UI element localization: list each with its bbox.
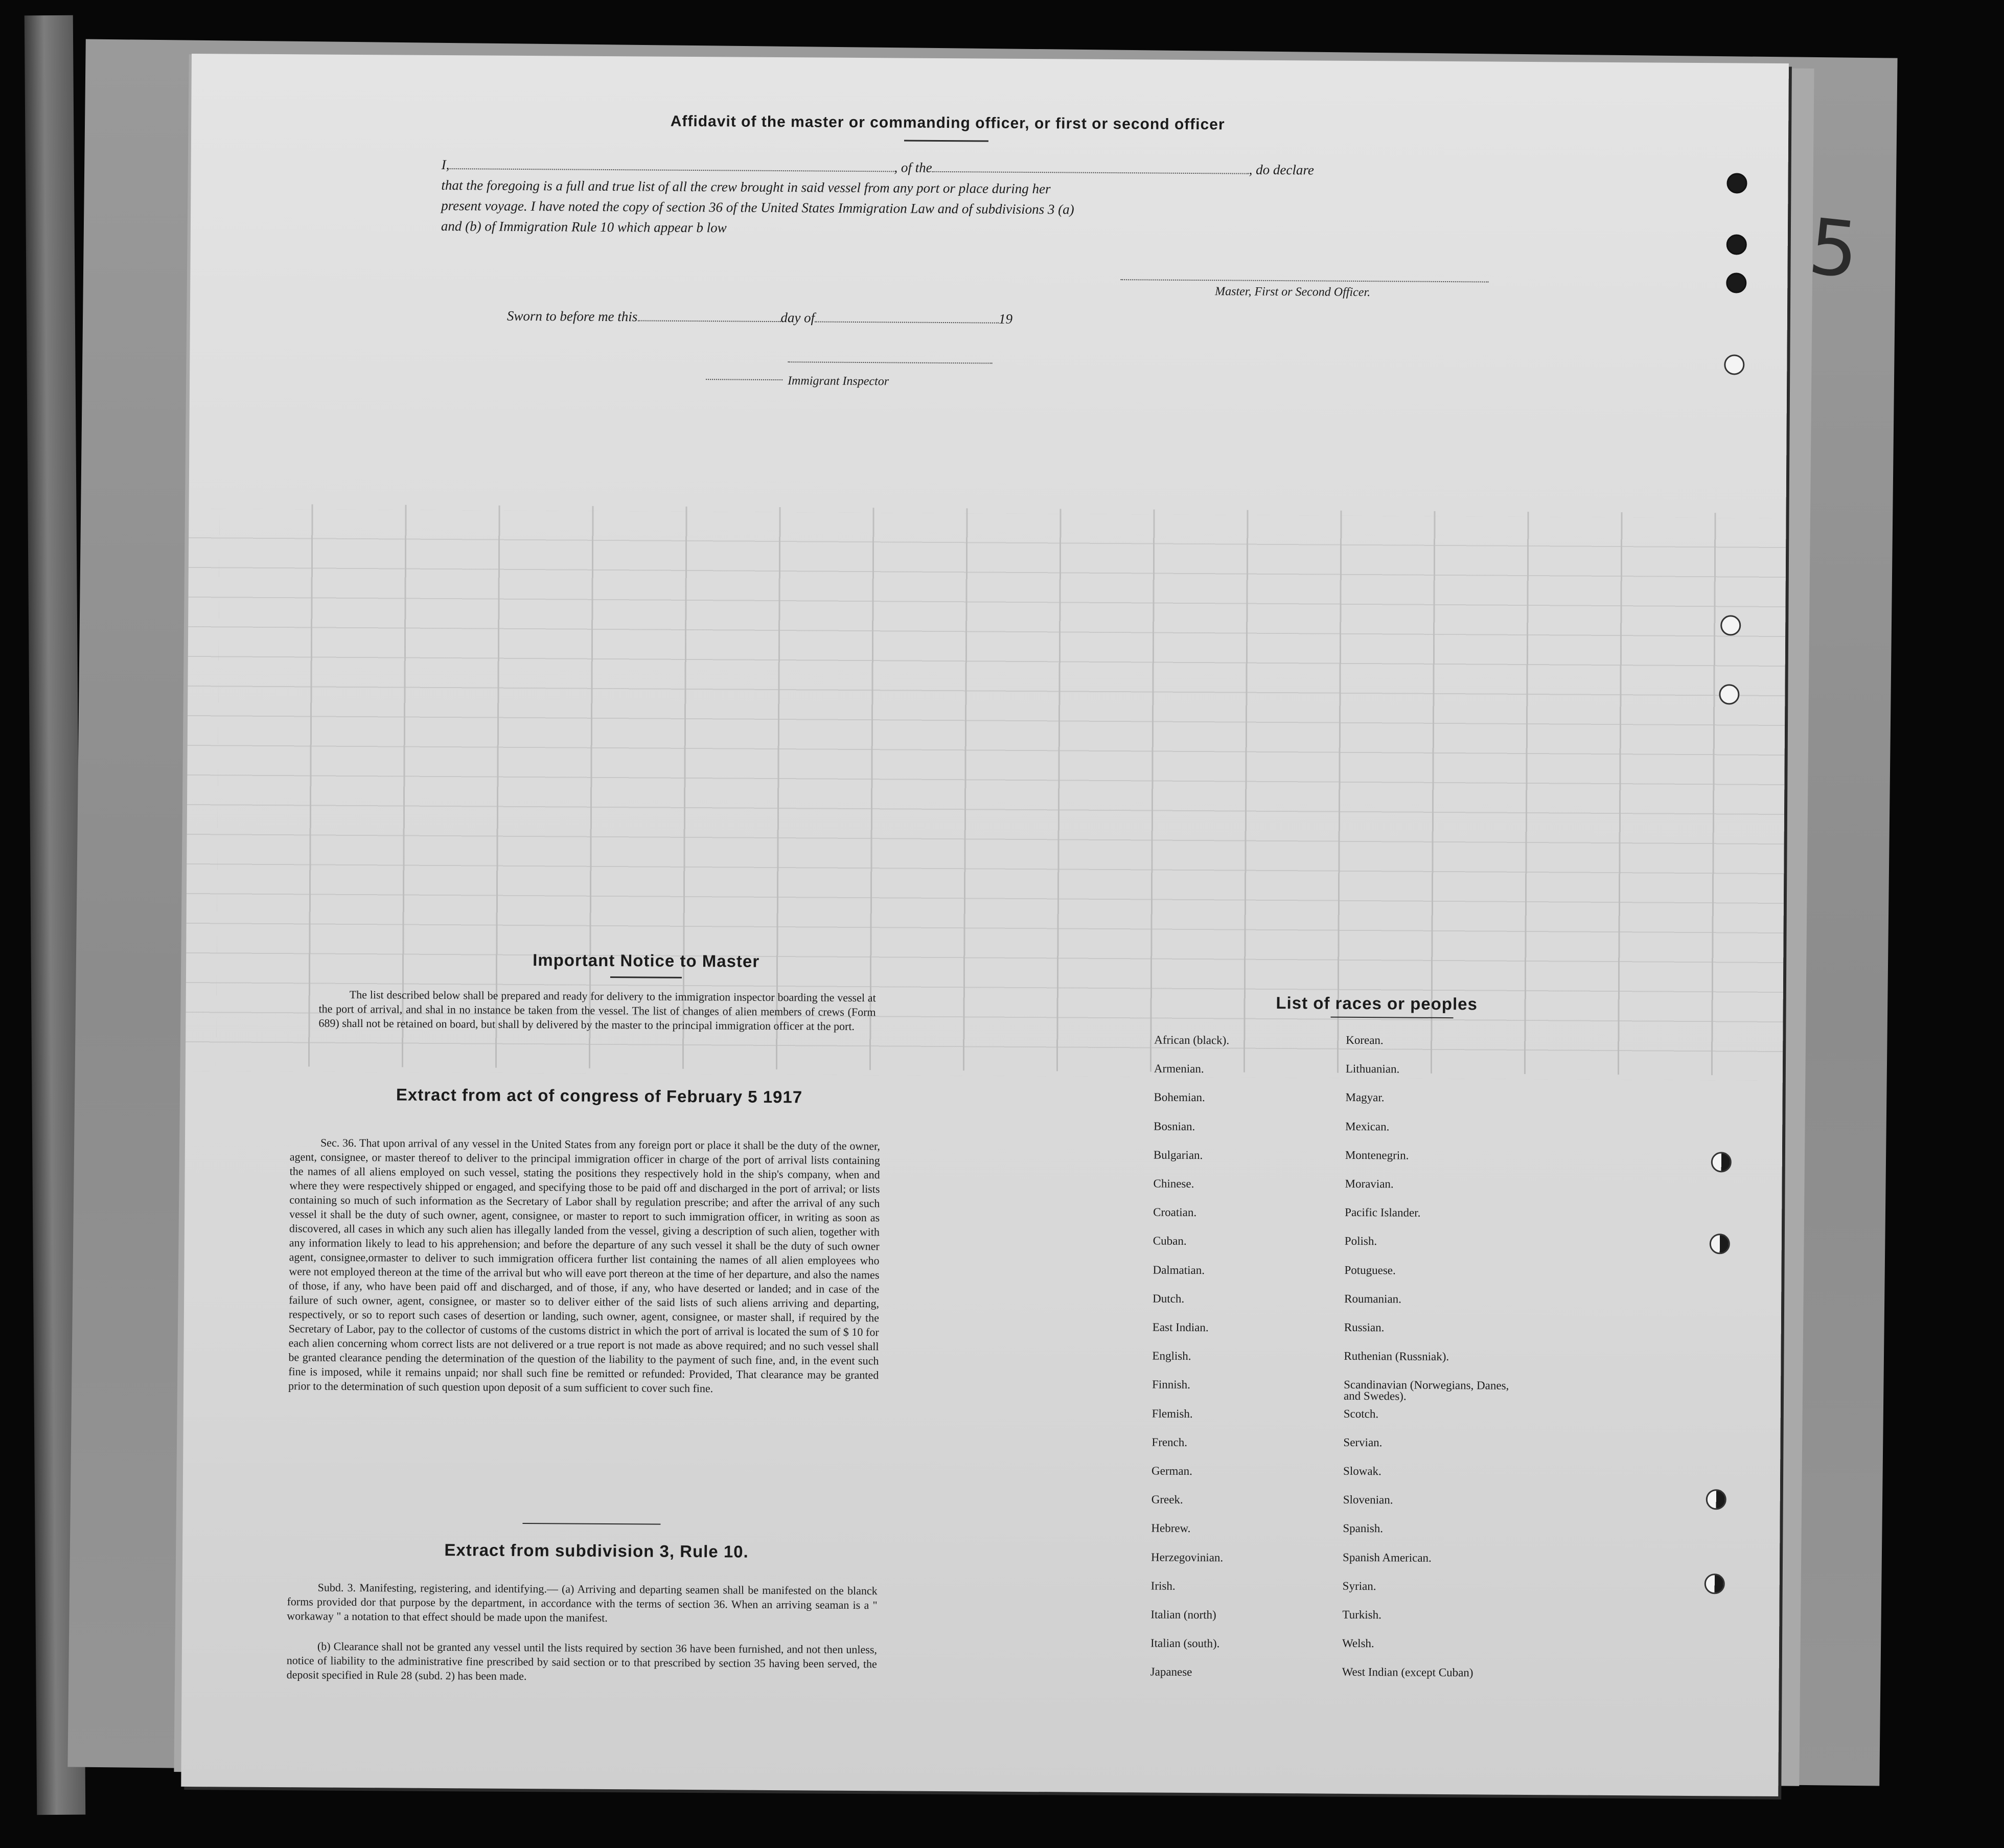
race-item: Dalmatian. <box>1153 1263 1205 1276</box>
race-item: Dutch. <box>1153 1292 1185 1305</box>
race-item: Herzegovinian. <box>1150 1550 1224 1564</box>
binder-hole <box>1710 1234 1730 1254</box>
race-item: Potuguese. <box>1344 1263 1396 1277</box>
race-item: Irish. <box>1150 1579 1176 1592</box>
race-item: Turkish. <box>1342 1608 1381 1622</box>
race-item: Slowak. <box>1343 1464 1381 1478</box>
race-item: Servian. <box>1343 1435 1383 1449</box>
binder-hole <box>1719 684 1739 704</box>
act-extract-text: Sec. 36. That upon arrival of any vessel in the United States from any foreign port or place it shall be the duty of the owner, agent, consignee, or master thereof to deliver to the principal immigration officer in charge of the port of arrival lists containing the names of all aliens employed on such vessel, stating the positions they respectively hold in the ship's company, when and where they were respectively shipped or engaged, and specifying those to be paid off and discharged in the port of arrival; or lists containing so much of such information as the Secretary of Labor shall by regulation prescribe; and after the arrival of any such vessel it shall be the duty of such owner, agent, consignee, or master to report to such immigration officer, in writing as soon as discovered, all cases in which any such alien has illegally landed from the vessel, giving a description of such alien, together with any information likely to lead to his apprehension; and before the departure of any such vessel it shall be the duty of such owner agent, consignee,ormaster to deliver to such immigration officera further list containing the names of all alien employees who were not employed thereon at the time of the arrival but who will eave port thereon at the time of her departure, and also the names of those, if any, who have been paid off and discharged, and of those, if any, who have deserted or landed; and in case of the failure of such owner, agent, consignee, or master so to deliver either of the said lists of such aliens arriving and departing, respectively, or so to report such cases of desertion or landing, such owner, agent, consignee, or master shall, if required by the Secretary of Labor, pay to the collector of customs of the customs district in which the port of arrival is located the sum of $ 10 for each alien concerning whom correct lists are not delivered or a true report is not made as above required; and no such vessel shall be granted clearance pending the determination of the question of the liability to the payment of such fine, and, in the event such fine is imposed, while it remains unpaid; nor shall such fine be remitted or refunded: Provided, That clearance may be granted prior to the determination of such question upon deposit of a sum sufficient to cover such fine. <box>288 1136 881 1395</box>
notice-text: The list described below shall be prepared and ready for delivery to the immigration inspector boarding the vessel at the port of arrival, and shal in no instance be taken from the vessel. The list of changes of alien members of crews (Form 689) shall not be retained on board, but shall by delivered by the master to the principal immigration officer at the port. <box>318 988 876 1033</box>
race-item: Ruthenian (Russniak). <box>1344 1350 1449 1363</box>
sworn-line: Sworn to before me this day of 19 <box>506 308 1013 327</box>
race-item: Italian (north) <box>1150 1608 1216 1622</box>
race-item: Chinese. <box>1153 1177 1194 1191</box>
binder-hole <box>1724 354 1744 375</box>
race-item: Syrian. <box>1342 1579 1376 1593</box>
race-item: Croatian. <box>1153 1205 1197 1219</box>
race-item: Japanese <box>1150 1665 1192 1679</box>
race-item: Montenegrin. <box>1345 1148 1409 1162</box>
binder-hole <box>1706 1489 1726 1510</box>
race-item: Italian (south). <box>1150 1636 1220 1650</box>
race-item: Hebrew. <box>1151 1521 1191 1535</box>
rule-extract-title: Extract from subdivision 3, Rule 10. <box>444 1540 749 1561</box>
race-item: Finnish. <box>1152 1378 1190 1391</box>
race-item: Magyar. <box>1345 1091 1385 1104</box>
race-item: Korean. <box>1346 1033 1384 1047</box>
race-item: Cuban. <box>1153 1234 1187 1248</box>
binder-hole <box>1726 173 1747 193</box>
race-item: Bosnian. <box>1154 1120 1195 1133</box>
affidavit-line-2: that the foregoing is a full and true list of all the crew brought in said vessel from any port or place during her <box>441 177 1051 197</box>
race-item: Russian. <box>1344 1320 1385 1334</box>
binder-hole <box>1726 234 1747 255</box>
race-item: Scotch. <box>1343 1407 1379 1420</box>
affidavit-sheet <box>181 54 1789 1796</box>
race-item: German. <box>1151 1464 1193 1478</box>
race-item: West Indian (except Cuban) <box>1342 1666 1473 1679</box>
race-item: English. <box>1152 1349 1191 1363</box>
race-item: Welsh. <box>1342 1636 1374 1650</box>
binder-hole <box>1726 272 1746 293</box>
binder-hole <box>1720 615 1741 635</box>
race-item: Pacific Islander. <box>1345 1206 1421 1219</box>
race-item: African (black). <box>1154 1033 1230 1047</box>
affidavit-line-1: I, , of the , do declare <box>441 156 1314 178</box>
race-item: Bulgarian. <box>1153 1148 1203 1161</box>
affidavit-line-4: and (b) of Immigration Rule 10 which appear b low <box>441 218 727 236</box>
act-extract-title: Extract from act of congress of February 5 1917 <box>396 1085 803 1107</box>
rule-extract-para-a: Subd. 3. Manifesting, registering, and identifying.— (a) Arriving and departing seamen shall be manifested on the blanck forms provided dor that purpose by the department, in accordance with the terms of section 36. When an arriving seaman is a " workaway " a notation to that effect should be made upon the manifest. <box>287 1581 878 1625</box>
binder-hole <box>1704 1573 1725 1594</box>
race-item: East Indian. <box>1152 1320 1209 1334</box>
race-item: Flemish. <box>1151 1407 1193 1420</box>
race-item: Lithuanian. <box>1345 1062 1400 1076</box>
race-item: Greek. <box>1151 1493 1183 1507</box>
handwritten-mark: 5 <box>1805 202 1863 296</box>
race-item: Polish. <box>1344 1235 1377 1248</box>
race-item: Roumanian. <box>1344 1292 1402 1306</box>
rule-extract-para-b: (b) Clearance shall not be granted any vessel until the lists required by section 36 have been furnished, and not then unless, notice of liability to the administrative fine prescribed by said section or to that prescribed by section 35 having been served, the deposit specified in Rule 28 (subd. 2) has been made. <box>286 1639 878 1683</box>
affidavit-line-3: present voyage. I have noted the copy of section 36 of the United States Immigration Law and of subdivisions 3 (a) <box>441 197 1074 217</box>
race-item: Bohemian. <box>1154 1090 1205 1104</box>
race-item: French. <box>1151 1435 1188 1449</box>
race-item: Moravian. <box>1345 1177 1394 1191</box>
race-item: Spanish American. <box>1343 1550 1432 1564</box>
race-item: Spanish. <box>1343 1522 1384 1535</box>
binder-hole <box>1711 1152 1732 1172</box>
race-item: Scandinavian (Norwegians, Danes, and Swedes). <box>1343 1378 1509 1403</box>
races-title: List of races or peoples <box>1276 993 1478 1014</box>
signature-caption: Master, First or Second Officer. <box>1215 285 1371 300</box>
race-item: Armenian. <box>1154 1062 1204 1076</box>
race-item: Mexican. <box>1345 1120 1390 1133</box>
notice-title: Important Notice to Master <box>533 950 760 971</box>
affidavit-title: Affidavit of the master or commanding officer, or first or second officer <box>670 112 1225 133</box>
inspector-caption: Immigrant Inspector <box>788 374 889 389</box>
race-item: Slovenian. <box>1343 1493 1393 1507</box>
